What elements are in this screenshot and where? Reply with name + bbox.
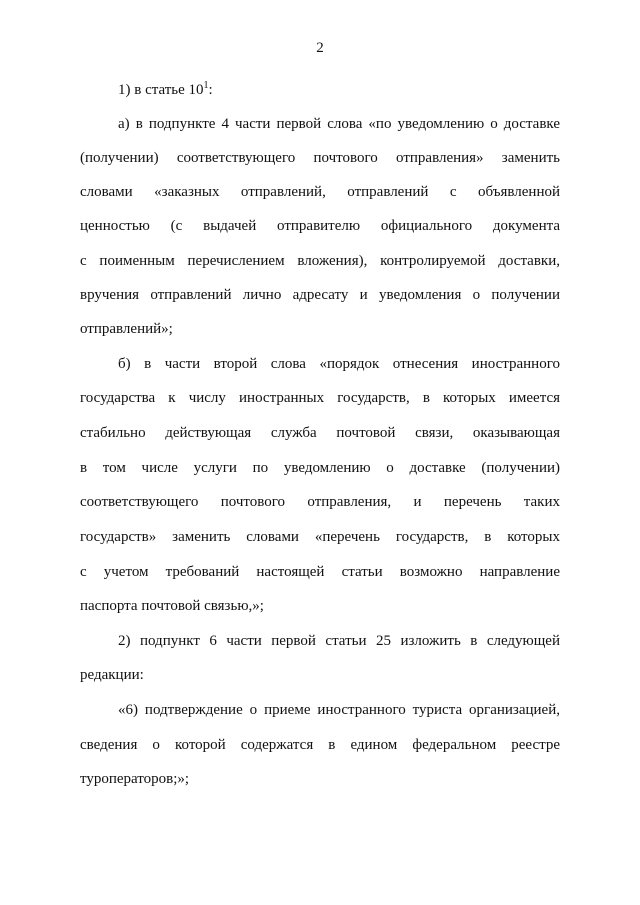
item-2-line: редакции: [80,667,144,683]
para-b-line: с учетом требований настоящей статьи возможно направление [80,564,560,580]
para-a-line: с поименным перечислением вложения), контролируемой доставки, [80,253,560,269]
para-a-line: ценностью (с выдачей отправителю официального документа [80,218,560,234]
para-b-line: б) в части второй слова «порядок отнесения иностранного [118,356,560,372]
quote-6-line: туроператоров;»; [80,771,190,787]
para-b-line: паспорта почтовой связью,»; [80,598,264,614]
item-1-prefix: 1) в статье 10 [118,82,204,98]
para-b-line: государства к числу иностранных государств, в которых имеется [80,390,560,406]
item-1-suffix: : [208,82,213,98]
para-a-line: (получении) соответствующего почтового отправления» заменить [80,150,560,166]
page-number: 2 [316,40,324,56]
para-b-line: государств» заменить словами «перечень государств, в которых [80,529,560,545]
para-a-line: отправлений»; [80,321,173,337]
para-a-line: словами «заказных отправлений, отправлений с объявленной [80,184,560,200]
item-1-superscript: 1 [203,80,209,91]
item-2-line: 2) подпункт 6 части первой статьи 25 изложить в следующей [118,633,560,649]
para-a-line: а) в подпункте 4 части первой слова «по уведомлению о доставке [118,116,560,132]
quote-6-line: «6) подтверждение о приеме иностранного туриста организацией, [118,702,560,718]
para-b-line: соответствующего почтового отправления, и перечень таких [80,494,560,510]
para-b-line: стабильно действующая служба почтовой связи, оказывающая [80,425,560,441]
item-1-heading [118,80,560,100]
quote-6-line: сведения о которой содержатся в едином федеральном реестре [80,737,560,753]
para-b-line: в том числе услуги по уведомлению о доставке (получении) [80,460,560,476]
para-a-line: вручения отправлений лично адресату и уведомления о получении [80,287,560,303]
